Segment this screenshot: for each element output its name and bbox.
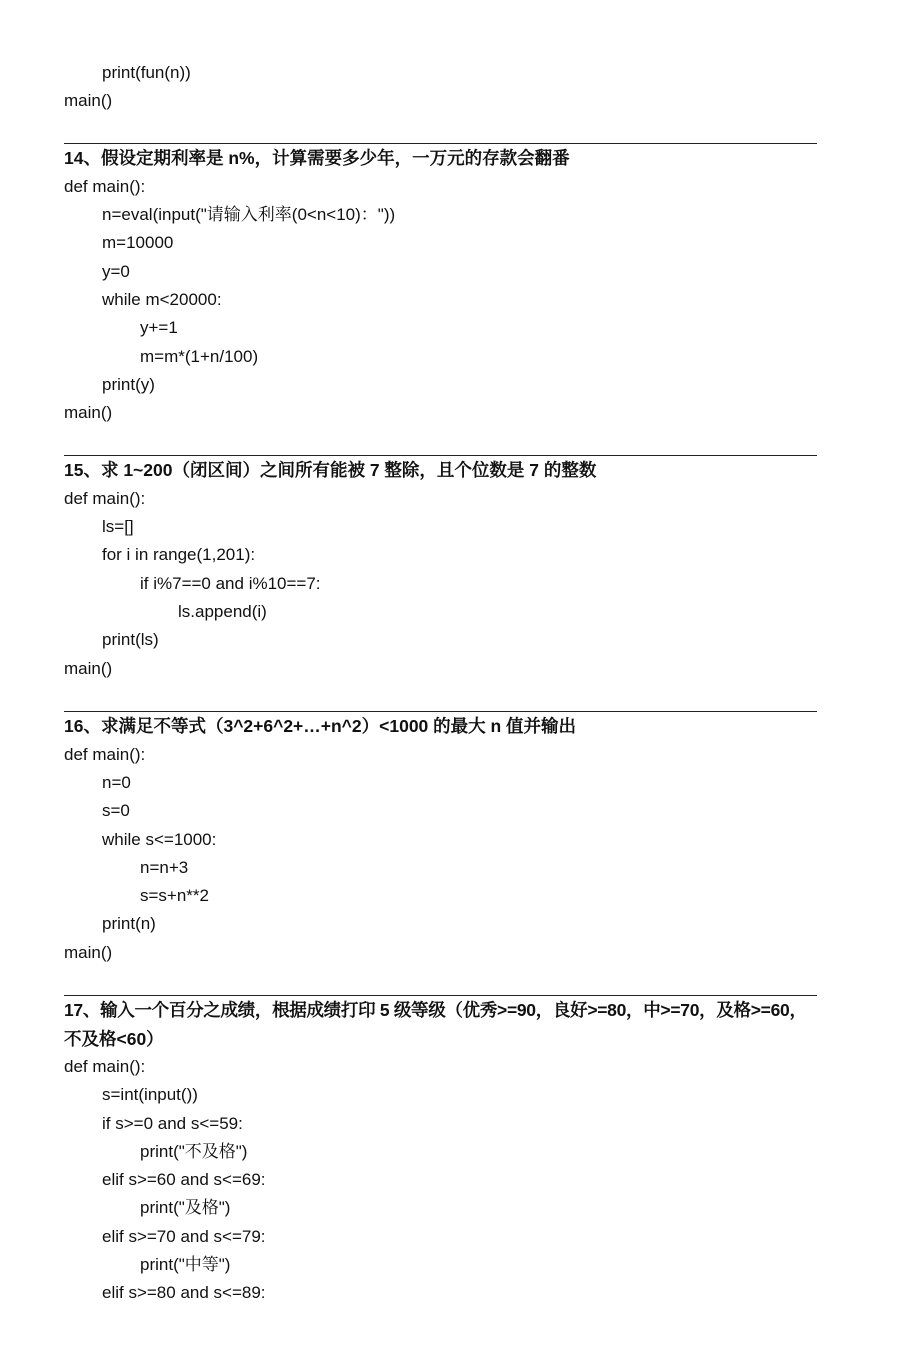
code-line: if s>=0 and s<=59: [102,1114,243,1133]
question-17-heading-continued: 不及格<60） [64,1029,164,1049]
code-line: main() [64,91,113,110]
section-divider [64,995,817,996]
code-line: def main(): [64,1057,146,1076]
code-line: s=int(input()) [102,1085,198,1104]
question-15-heading: 15、求 1~200（闭区间）之间所有能被 7 整除，且个位数是 7 的整数 [64,460,597,480]
code-line: n=n+3 [140,858,189,877]
code-line: print("中等") [140,1255,231,1274]
code-line: ls.append(i) [178,602,267,621]
code-line: main() [64,659,113,678]
code-line: if i%7==0 and i%10==7: [140,574,321,593]
code-line: n=0 [102,773,131,792]
code-line: ls=[] [102,517,134,536]
code-line: s=0 [102,801,130,820]
code-line: main() [64,403,113,422]
code-line: print(ls) [102,630,159,649]
code-line: n=eval(input("请输入利率(0<n<10)：")) [102,205,396,224]
code-line: elif s>=60 and s<=69: [102,1170,266,1189]
code-line: s=s+n**2 [140,886,209,905]
code-line: y=0 [102,262,130,281]
section-divider [64,711,817,712]
code-line: for i in range(1,201): [102,545,256,564]
code-line: print(n) [102,914,156,933]
code-line: def main(): [64,177,146,196]
code-line: while m<20000: [102,290,222,309]
code-line: elif s>=80 and s<=89: [102,1283,266,1302]
code-line: m=10000 [102,233,174,252]
code-line: def main(): [64,489,146,508]
code-line: elif s>=70 and s<=79: [102,1227,266,1246]
code-line: y+=1 [140,318,178,337]
question-16-heading: 16、求满足不等式（3^2+6^2+…+n^2）<1000 的最大 n 值并输出 [64,716,577,736]
code-line: print("不及格") [140,1142,248,1161]
code-line: print("及格") [140,1198,231,1217]
question-14-heading: 14、假设定期利率是 n%，计算需要多少年，一万元的存款会翻番 [64,148,570,168]
code-line: while s<=1000: [102,830,217,849]
code-line: m=m*(1+n/100) [140,347,259,366]
code-line: def main(): [64,745,146,764]
code-line: print(y) [102,375,155,394]
question-17-heading: 17、输入一个百分之成绩，根据成绩打印 5 级等级（优秀>=90，良好>=80，中>=70，及格>=60， [64,1000,807,1020]
code-line: print(fun(n)) [102,63,191,82]
section-divider [64,455,817,456]
code-line: main() [64,943,113,962]
section-divider [64,143,817,144]
